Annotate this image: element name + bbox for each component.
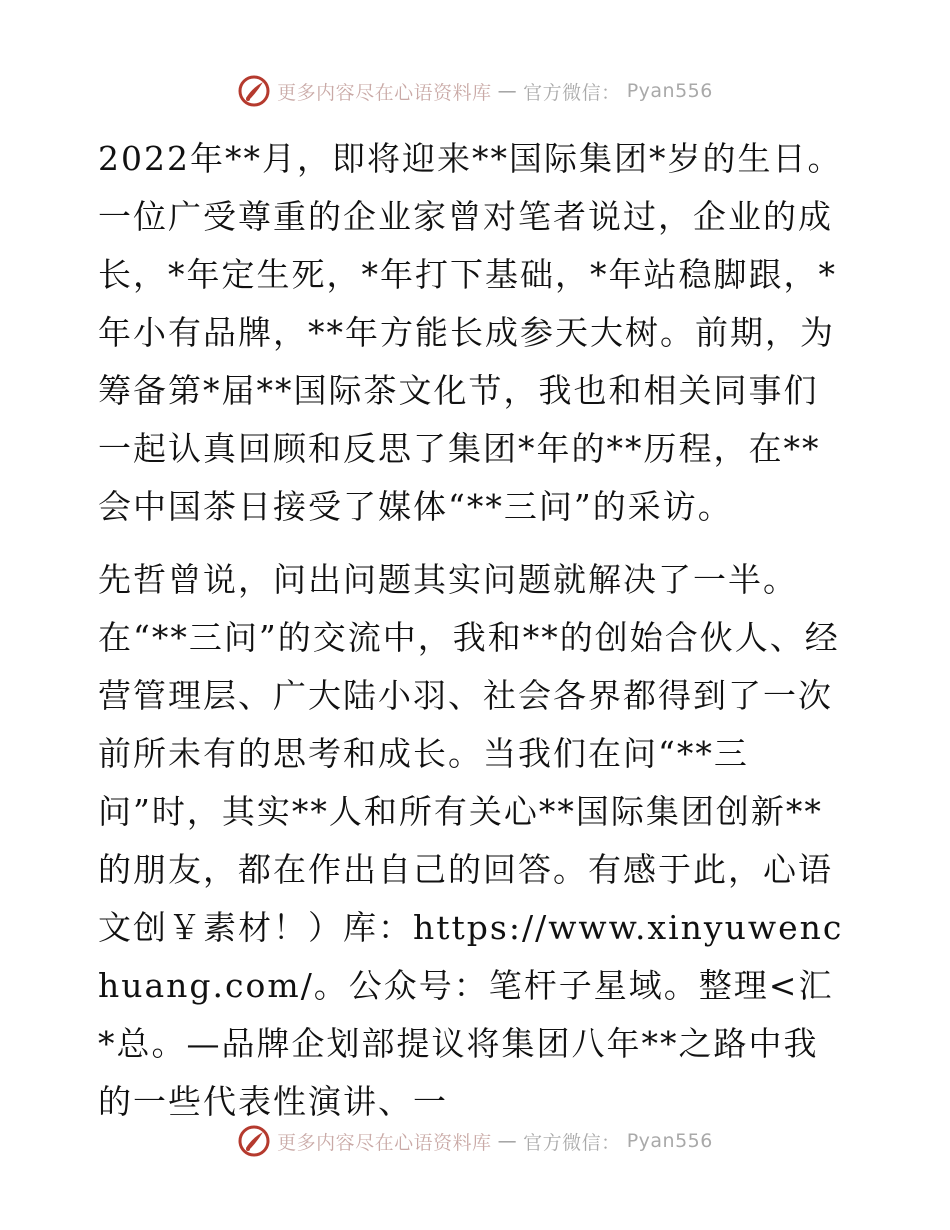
footer-separator: —: [497, 1130, 518, 1152]
header-site-name: 更多内容尽在心语资料库: [277, 81, 492, 104]
paragraph-1: 2022年**月，即将迎来**国际集团*岁的生日。一位广受尊重的企业家曾对笔者说过，企业的成长，*年定生死，*年打下基础，*年站稳脚跟，*年小有品牌，**年方能长成参天大树。前期，为筹备第*届**国际茶文化节，我也和相关同事们一起认真回顾和反思了集团*年的**历程，在**会中国茶日接受了媒体“**三问”的采访。: [98, 139, 843, 526]
header-wechat-id: Pyan556: [626, 80, 713, 102]
footer-wechat-label: 官方微信：: [523, 1131, 621, 1154]
document-body: [98, 130, 850, 1131]
brush-logo-icon: [237, 74, 271, 108]
page-footer-watermark: [0, 1124, 950, 1158]
header-wechat-label: 官方微信：: [523, 81, 621, 104]
page-header-watermark: [0, 74, 950, 108]
footer-wechat-id: Pyan556: [626, 1130, 713, 1152]
brush-logo-icon: [237, 1124, 271, 1158]
footer-site-name: 更多内容尽在心语资料库: [277, 1131, 492, 1154]
header-separator: —: [497, 80, 518, 102]
paragraph-2: 先哲曾说，问出问题其实问题就解决了一半。在“**三问”的交流中，我和**的创始合伙人、经营管理层、广大陆小羽、社会各界都得到了一次前所未有的思考和成长。当我们在问“**三问”时，其实**人和所有关心**国际集团创新**的朋友，都在作出自己的回答。有感于此，心语文创￥素材！）库：https://www.xinyuwenchuang.com/。公众号：笔杆子星域。整理<汇*总。—品牌企划部提议将集团八年**之路中我的一些代表性演讲、一: [98, 560, 844, 1121]
